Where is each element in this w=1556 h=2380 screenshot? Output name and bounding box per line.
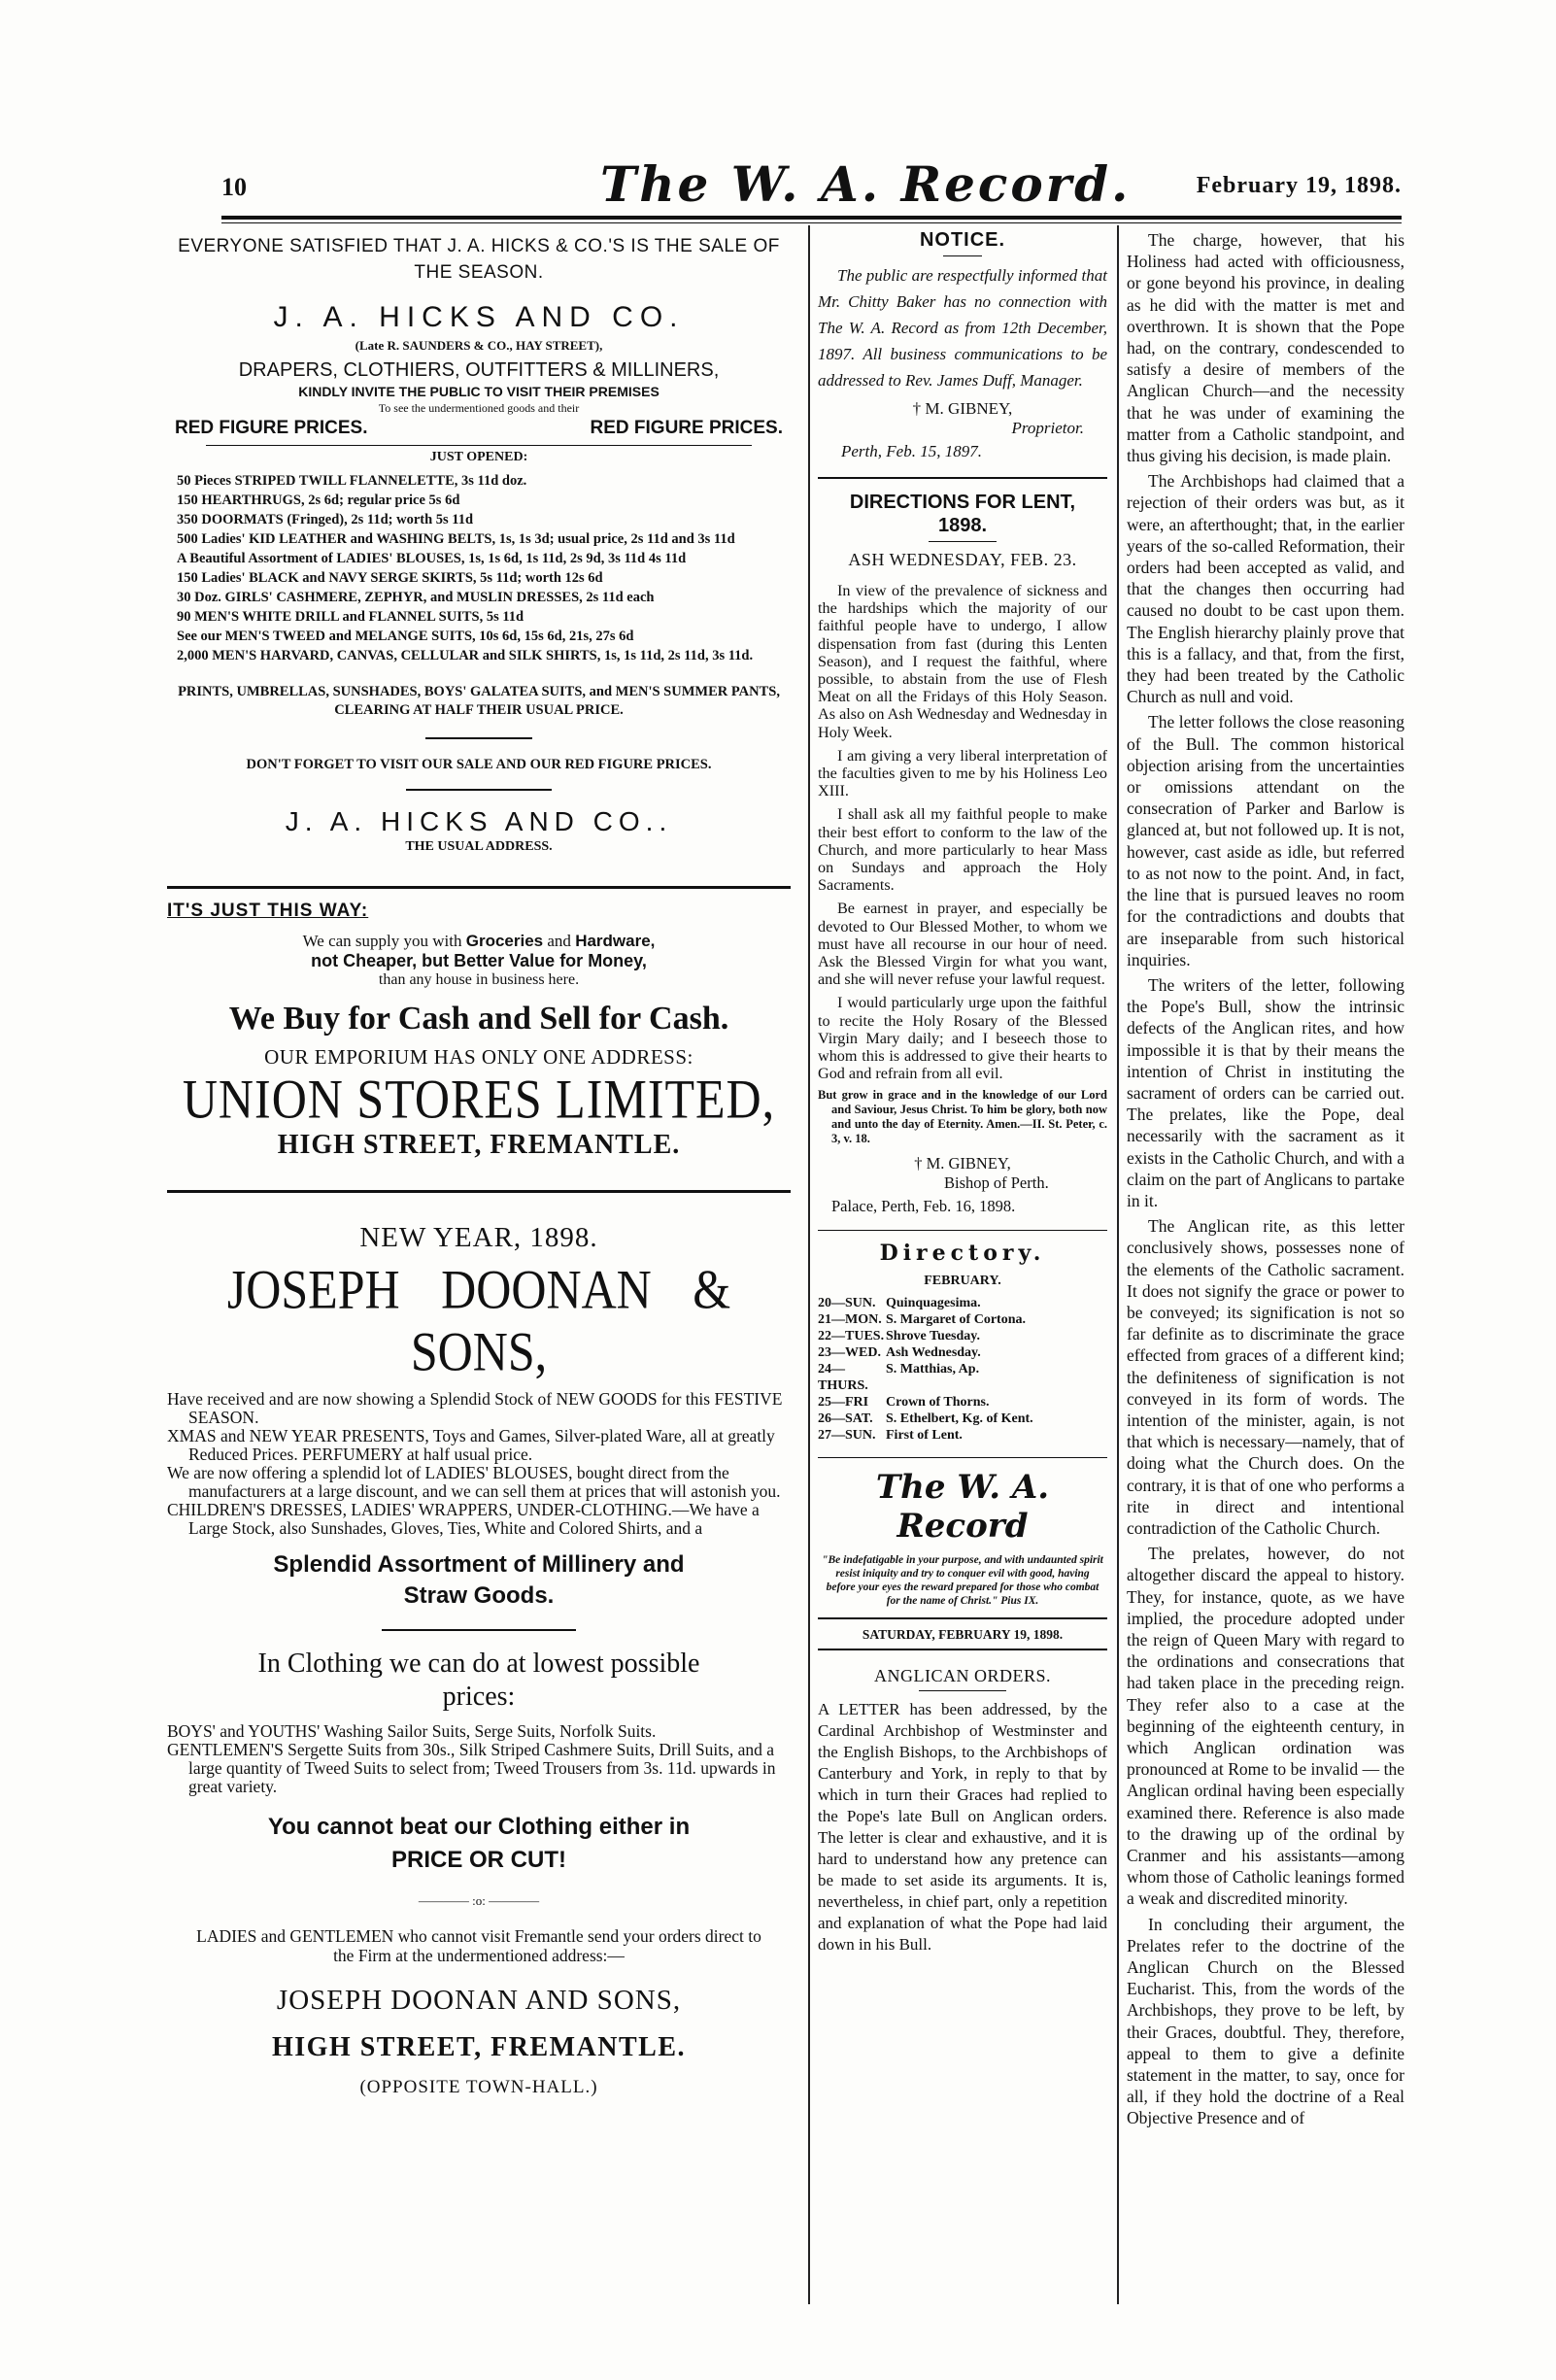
hicks-item: 500 Ladies' KID LEATHER and WASHING BELTS, 1s, 1s 3d; usual price, 2s 11d and 3s 11d: [177, 531, 735, 547]
doonan-para-2: XMAS and NEW YEAR PRESENTS, Toys and Games, Silver-plated Ware, all at greatly Reduced Prices. PERFUMERY at half usual price.: [167, 1426, 775, 1464]
doonan-beat-2: PRICE OR CUT!: [391, 1847, 566, 1873]
middle-divider-3: [818, 1457, 1107, 1458]
hicks-item: 350 DOORMATS (Fringed), 2s 11d; worth 5s 11d: [177, 512, 474, 527]
doonan-para-1: Have received and are now showing a Splendid Stock of NEW GOODS for this FESTIVE SEASON.: [167, 1389, 783, 1427]
directory-list: [818, 1295, 1107, 1444]
union-heading: IT'S JUST THIS WAY:: [167, 901, 369, 921]
doonan-opposite: (OPPOSITE TOWN-HALL.): [359, 2077, 598, 2097]
directory-day: 26—SAT.: [818, 1411, 873, 1427]
doonan-millinery-1: Splendid Assortment of Millinery and: [273, 1551, 685, 1578]
anglican-paragraph: The charge, however, that his Holiness had acted with officiousness, or gone beyond his province, in dealing as he did with the matter is met and overthrown. It is shown that the Pope had, on the contrary, condescended to satisfy a desire of members of the Anglican Church—and the necessity that he was under of examining the matter from a Catholic standpoint, and thus giving his decision, is made plain.: [1127, 230, 1404, 466]
directory-feast: Ash Wednesday.: [886, 1345, 981, 1361]
union-line-2: not Cheaper, but Better Value for Money,: [311, 951, 647, 970]
lent-signer: † M. GIBNEY,: [914, 1154, 1011, 1173]
record-title: The W. A. Record: [875, 1468, 1050, 1547]
doonan-para-4: CHILDREN'S DRESSES, LADIES' WRAPPERS, UNDER-CLOTHING.—We have a Large Stock, also Sunshades, Gloves, Ties, White and Colored Shirts, and a: [167, 1500, 760, 1538]
hicks-short-divider-2: [406, 789, 552, 791]
doonan-divider: [382, 1629, 576, 1631]
just-opened-label: JUST OPENED:: [429, 450, 528, 464]
directory-day: 25—FRI: [818, 1395, 869, 1411]
anglican-continued: [1127, 229, 1404, 2129]
hicks-item: See our MEN'S TWEED and MELANGE SUITS, 10s 6d, 15s 6d, 21s, 27s 6d: [177, 629, 634, 644]
hicks-prints-line: PRINTS, UMBRELLAS, SUNSHADES, BOYS' GALATEA SUITS, and MEN'S SUMMER PANTS, CLEARING AT HALF THEIR USUAL PRICE.: [178, 684, 780, 718]
middle-divider-1: [818, 477, 1107, 479]
directory-month: FEBRUARY.: [924, 1274, 1001, 1289]
notice-body: The public are respectfully informed that Mr. Chitty Baker has no connection with The W. A. Record as from 12th December, 1897. All business communications to be addressed to Rev. James Duff, Manager.: [818, 266, 1107, 390]
directory-feast: S. Ethelbert, Kg. of Kent.: [886, 1411, 1033, 1427]
directory-entry: [818, 1411, 1107, 1427]
notice-ornament: [943, 255, 982, 256]
record-motto: "Be indefatigable in your purpose, and with undaunted spirit resist iniquity and try to conquer evil with good, having before your eyes the reward prepared for those who combat for the name of Christ." Pius IX.: [822, 1554, 1103, 1608]
doonan-gents: GENTLEMEN'S Sergette Suits from 30s., Silk Striped Cashmere Suits, Drill Suits, and a large quantity of Tweed Suits to select from; Tweed Trousers from 3s. 11d. upwards in great variety.: [167, 1740, 776, 1796]
notice-title: Proprietor.: [1011, 419, 1084, 437]
directory-day: 21—MON.: [818, 1312, 882, 1328]
middle-column: [818, 229, 1107, 1955]
doonan-para-3: We are now offering a splendid lot of LADIES' BLOUSES, bought direct from the manufacturers at a large discount, and we can sell them at prices that will astonish you.: [167, 1463, 781, 1501]
red-figure-left: RED FIGURE PRICES.: [175, 418, 368, 438]
anglican-paragraph: The prelates, however, do not altogether discard the appeal to history. They, for instance, quote, as we have implied, the procedure adopted under the reign of Queen Mary with regard to the ordinations and consecrations that had taken place in the preceding reign. They refer also to a case at the beginning of the eighteenth century, in which Anglican ordination was pronounced at Rome to be invalid — the Anglican ordinal having been especially examined there. Reference is also made to the drawing up of the ordinal by Cranmer and his assistants—among whom those of Catholic leanings formed a weak and discredited minority.: [1127, 1544, 1404, 1909]
anglican-heading: ANGLICAN ORDERS.: [873, 1666, 1051, 1686]
lent-heading-1: DIRECTIONS FOR LENT,: [849, 492, 1076, 513]
hicks-divider: [206, 445, 752, 446]
doonan-advertisement: [167, 1222, 791, 2098]
lent-palace: Palace, Perth, Feb. 16, 1898.: [831, 1197, 1016, 1216]
lent-paragraphs: [818, 582, 1107, 1082]
hicks-item: 2,000 MEN'S HARVARD, CANVAS, CELLULAR and SILK SHIRTS, 1s, 1s 11d, 2s 11d, 3s 11d.: [177, 648, 754, 663]
union-line-1-pre: We can supply you with: [302, 932, 466, 950]
doonan-ornament: ———— :o: ————: [418, 1893, 540, 1908]
page-number: 10: [221, 173, 247, 201]
directory-entry: [818, 1328, 1107, 1344]
doonan-name-2: JOSEPH DOONAN AND SONS,: [276, 1985, 682, 2016]
lent-paragraph: I shall ask all my faithful people to make their best effort to conform to the law of the Church, and more particularly to hear Mass on Sundays and approach the Holy Sacraments.: [818, 805, 1107, 895]
directory-feast: Shrove Tuesday.: [886, 1329, 981, 1344]
masthead-rule-thin: [221, 222, 1402, 223]
section-divider: [167, 886, 791, 889]
directory-entry: [818, 1295, 1107, 1311]
notice-signer: † M. GIBNEY,: [912, 399, 1013, 418]
directory-entry: [818, 1394, 1107, 1411]
directory-day: 24—THURS.: [818, 1362, 868, 1394]
hicks-address: THE USUAL ADDRESS.: [405, 839, 553, 854]
directory-feast: Crown of Thorns.: [886, 1395, 990, 1411]
issue-date: February 19, 1898.: [1196, 173, 1402, 198]
union-street: HIGH STREET, FREMANTLE.: [277, 1130, 681, 1160]
lent-bishop: Bishop of Perth.: [944, 1173, 1049, 1193]
doonan-ladies: LADIES and GENTLEMEN who cannot visit Fremantle send your orders direct to the Firm at the undermentioned address:—: [196, 1926, 761, 1965]
hicks-item: A Beautiful Assortment of LADIES' BLOUSES, 1s, 1s 6d, 1s 11d, 2s 9d, 3s 11d 4s 11d: [177, 551, 687, 566]
middle-divider-2: [818, 1230, 1107, 1231]
directory-day: 22—TUES.: [818, 1329, 885, 1344]
red-figure-right: RED FIGURE PRICES.: [590, 418, 783, 438]
anglican-section: [818, 1666, 1107, 1955]
hicks-item-list: [167, 471, 791, 665]
anglican-first-paragraph: A LETTER has been addressed, by the Cardinal Archbishop of Westminster and the English Bishops, to the Archbishops of Canterbury and York, in reply to that by which in turn their Graces had replied to the Pope's late Bull on Anglican orders. The letter is clear and exhaustive, and it is hard to understand how any pretence can be made to set aside its arguments. It is, nevertheless, in chief part, only a repetition and explanation of what the Pope had laid down in his Bull.: [818, 1700, 1107, 1955]
hicks-item: 90 MEN'S WHITE DRILL and FLANNEL SUITS, 5s 11d: [177, 609, 524, 625]
doonan-beat-1: You cannot beat our Clothing either in: [267, 1814, 691, 1840]
directory-day: 27—SUN.: [818, 1428, 876, 1444]
lent-section: [818, 491, 1107, 1216]
doonan-ornament-text: :o:: [472, 1893, 486, 1908]
directory-feast: S. Matthias, Ap.: [886, 1362, 980, 1377]
hicks-item: 150 HEARTHRUGS, 2s 6d; regular price 5s 6d: [177, 493, 460, 508]
directory-entry: [818, 1361, 1107, 1394]
anglican-paragraph: In concluding their argument, the Prelates refer to the doctrine of the Anglican Church on the Blessed Eucharist. This, from the words of the Archbishops, they prove to be left, by their Graces, doubtful. They, therefore, appeal to them to give a definite statement in the matter, to say, once for all, if they hold the doctrine of a Real Objective Presence and of: [1127, 1914, 1404, 2128]
record-rule-top: [818, 1617, 1107, 1619]
union-and: and: [543, 932, 576, 950]
directory-entry: [818, 1427, 1107, 1444]
record-date: SATURDAY, FEBRUARY 19, 1898.: [862, 1627, 1064, 1643]
union-groceries: Groceries: [465, 932, 544, 950]
column-rule-right: [1117, 225, 1119, 2304]
newspaper-title: The W. A. Record.: [600, 155, 1132, 213]
anglican-paragraph: The letter follows the close reasoning of the Bull. The common historical objection arising from the uncertainties or omissions attendant on the consecration of Parker and Barlow is glanced at, but not followed up. It is not, however, cast aside as idle, but referred to as not now to the point. And, in fact, the line that is pursued leaves no room for the contradictions and doubts that are inseparable from such historical inquiries.: [1127, 712, 1404, 969]
directory-feast: Quinquagesima.: [886, 1296, 981, 1311]
hicks-company-name: J. A. HICKS AND CO.: [273, 301, 685, 333]
doonan-body: [167, 1390, 791, 1538]
right-column: [1127, 229, 1404, 2133]
doonan-name: JOSEPH DOONAN & SONS,: [226, 1257, 731, 1383]
lent-heading-2: 1898.: [937, 515, 988, 536]
directory-entry: [818, 1311, 1107, 1328]
red-figure-row: [167, 418, 791, 439]
union-emporium: OUR EMPORIUM HAS ONLY ONE ADDRESS:: [264, 1045, 693, 1069]
directory-day: 20—SUN.: [818, 1296, 876, 1311]
directory-feast: S. Margaret of Cortona.: [886, 1312, 1026, 1328]
hicks-dont-forget: DON'T FORGET TO VISIT OUR SALE AND OUR RED FIGURE PRICES.: [246, 757, 712, 772]
directory-entry: [818, 1344, 1107, 1361]
doonan-clothing-2: prices:: [442, 1682, 516, 1712]
hicks-headline: EVERYONE SATISFIED THAT J. A. HICKS & CO.'S IS THE SALE OF THE SEASON.: [178, 236, 780, 283]
hicks-invite: KINDLY INVITE THE PUBLIC TO VISIT THEIR PREMISES: [298, 384, 660, 399]
doonan-clothing-1: In Clothing we can do at lowest possible: [257, 1649, 700, 1679]
lent-ash-wednesday: ASH WEDNESDAY, FEB. 23.: [848, 550, 1077, 569]
lent-paragraph: Be earnest in prayer, and especially be devoted to Our Blessed Mother, to whom we must have all recourse in our hour of need. Ask the Blessed Virgin for what you want, and she will never refuse your lawful request.: [818, 900, 1107, 989]
anglican-paragraph: The Archbishops had claimed that a rejection of their orders was but, as it were, an afterthought; that, in the earlier years of the so-called Reformation, their orders had been accepted as valid, and that the changes then occurring had caused no doubt to be cast upon them. The English hierarchy plainly prove that this is a fallacy, and that, from the first, they had been treated by the Catholic Church as null and void.: [1127, 471, 1404, 707]
hicks-see-line: To see the undermentioned goods and their: [378, 401, 580, 415]
lent-paragraph: I would particularly urge upon the faithful to recite the Holy Rosary of the Blessed Virgin Mary daily; and I beseech those to whom this is addressed to give their hearts to God and refrain from all evil.: [818, 994, 1107, 1083]
doonan-boys: BOYS' and YOUTHS' Washing Sailor Suits, Serge Suits, Norfolk Suits.: [167, 1721, 657, 1741]
directory-feast: First of Lent.: [886, 1428, 963, 1444]
hicks-advertisement: [167, 233, 791, 855]
notice-place: Perth, Feb. 15, 1897.: [841, 442, 982, 460]
doonan-street: HIGH STREET, FREMANTLE.: [271, 2032, 687, 2062]
union-buy-sell: We Buy for Cash and Sell for Cash.: [228, 1001, 729, 1037]
notice-heading: NOTICE.: [919, 229, 1006, 251]
hicks-company-name-2: J. A. HICKS AND CO..: [285, 806, 673, 836]
notice-section: [818, 229, 1107, 461]
anglican-paragraph: The Anglican rite, as this letter conclusively shows, possesses none of the elements of the Catholic sacrament. It does not signify the grace or power to be conveyed; its signification is not so far definite as to discriminate the grace effected from graces of a different kind; the definiteness of signification is not conveyed in its form of words. The intention of the minister, again, is not that which is necessary—namely, that of doing what the Church does. On the contrary, it is that of one who performs a rite in direct and intentional contradiction of the Catholic Church.: [1127, 1216, 1404, 1538]
lent-paragraph: In view of the prevalence of sickness and the hardships which the majority of our faithful people have to undergo, I allow dispensation from fast (during this Lenten Season), and I request the faithful, where possible, to abstain from the use of Flesh Meat on all the Fridays of this Holy Season. As also on Ash Wednesday and Wednesday in Holy Week.: [818, 582, 1107, 741]
hicks-item: 150 Ladies' BLACK and NAVY SERGE SKIRTS, 5s 11d; worth 12s 6d: [177, 570, 603, 586]
union-line-3: than any house in business here.: [378, 971, 580, 988]
anglican-paragraph: The writers of the letter, following the Pope's Bull, show the intrinsic defects of the Anglican rites, and how impossible it is that by their means the intention of Christ in instituting the sacrament of orders can be carried out. The prelates, like the Pope, deal necessarily with the sacrament as it exists in the Catholic Church, and with a claim on the part of Anglicans to partake in it.: [1127, 974, 1404, 1210]
union-hardware: Hardware,: [575, 932, 656, 950]
hicks-item: 50 Pieces STRIPED TWILL FLANNELETTE, 3s 11d doz.: [177, 473, 527, 489]
union-stores-name: UNION STORES LIMITED,: [182, 1067, 776, 1131]
directory-heading: Directory.: [879, 1241, 1046, 1267]
doonan-millinery-2: Straw Goods.: [403, 1582, 555, 1609]
anglican-ornament: [919, 1690, 1006, 1691]
directory-day: 23—WED.: [818, 1345, 881, 1361]
lent-ornament: [929, 541, 997, 542]
directory-section: [818, 1241, 1107, 1444]
advertisement-column: [167, 229, 791, 2098]
lent-paragraph: I am giving a very liberal interpretation of the faculties given to me by his Holiness Leo XIII.: [818, 746, 1107, 800]
masthead-rule: [221, 216, 1402, 220]
union-line-1: [167, 932, 791, 951]
hicks-trades: DRAPERS, CLOTHIERS, OUTFITTERS & MILLINERS,: [238, 359, 720, 381]
hicks-item: 30 Doz. GIRLS' CASHMERE, ZEPHYR, and MUSLIN DRESSES, 2s 11d each: [177, 590, 655, 605]
hicks-short-divider: [425, 737, 532, 739]
section-divider-2: [167, 1190, 791, 1193]
hicks-late-line: (Late R. SAUNDERS & CO., HAY STREET),: [355, 338, 603, 353]
masthead: [221, 155, 1402, 212]
union-stores-advertisement: [167, 901, 791, 1161]
record-box: [818, 1468, 1107, 1650]
lent-quote: But grow in grace and in the knowledge of our Lord and Saviour, Jesus Christ. To him be glory, both now and unto the day of Eternity. Amen.—II. St. Peter, c. 3, v. 18.: [818, 1088, 1107, 1146]
column-rule-left: [808, 225, 810, 2304]
doonan-new-year: NEW YEAR, 1898.: [359, 1222, 598, 1253]
record-rule-bottom: [818, 1649, 1107, 1650]
